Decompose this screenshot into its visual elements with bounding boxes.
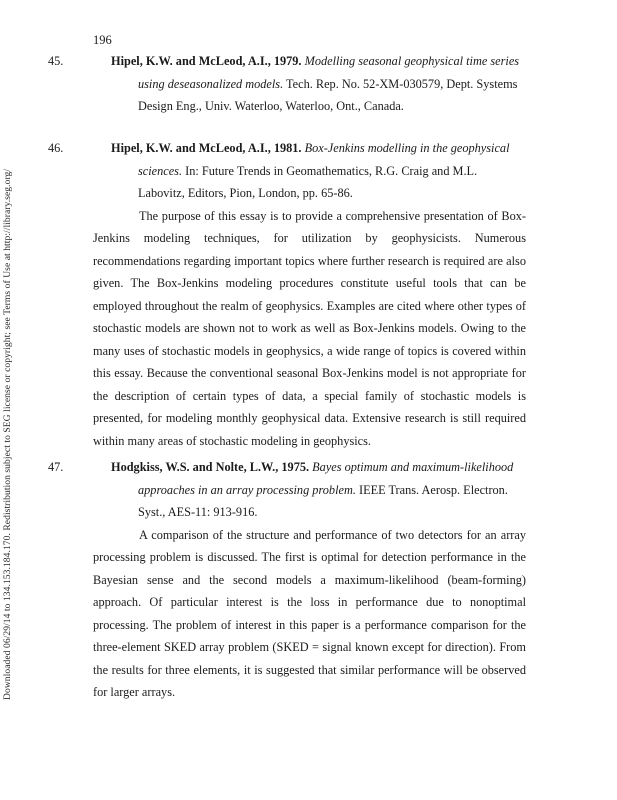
- download-notice: Downloaded 06/29/14 to 134.153.184.170. Redistribution subject to SEG license or copyright; see Terms of Use at http://library.seg.org/: [2, 168, 13, 700]
- reference-entry: [48, 456, 526, 704]
- citation: 47. Hodgkiss, W.S. and Nolte, L.W., 1975. Bayes optimum and maximum-likelihood approaches in an array processing problem. IEEE Trans. Aerosp. Electron. Syst., AES-11: 913-916.: [48, 460, 514, 519]
- entry-authors: Hipel, K.W. and McLeod, A.I., 1979.: [111, 54, 302, 68]
- entry-abstract: The purpose of this essay is to provide a comprehensive presentation of Box-Jenkins modeling techniques, for utilization by geophysicists. Numerous recommendations regarding important topics where further research is required are also given. The Box-Jenkins modeling procedures constitute useful tools that can be employed throughout the realm of geophysics. Examples are cited where other types of stochastic models are shown not to work as well as Box-Jenkins models. Owing to the many uses of stochastic models in geophysics, a wide range of topics is covered within this essay. Because the conventional seasonal Box-Jenkins model is not appropriate for the description of certain types of data, a special family of stochastic models is presented, for modeling monthly geophysical data. Extensive research is still required within many areas of stochastic modeling in geophysics.: [93, 208, 526, 448]
- reference-entry: [48, 137, 526, 452]
- entry-authors: Hodgkiss, W.S. and Nolte, L.W., 1975.: [111, 460, 310, 474]
- entry-abstract: A comparison of the structure and performance of two detectors for an array processing problem is discussed. The first is optimal for detection performance in the Bayesian sense and the second models a maximum-likelihood (beam-forming) approach. Of particular interest is the loss in performance due to nonoptimal processing. The problem of interest in this paper is a performance comparison for the three-element SKED array problem (SKED = signal known except for direction). From the results for three elements, it is suggested that similar performance will be observed for larger arrays.: [93, 527, 526, 699]
- entry-title: Bayes optimum and maximum-likelihood approaches in an array processing problem.: [138, 460, 514, 497]
- citation: 46. Hipel, K.W. and McLeod, A.I., 1981. Box-Jenkins modelling in the geophysical sciences. In: Future Trends in Geomathematics, R.G. Craig and M.L. Labovitz, Editors, Pion, London, pp. 65-86.: [48, 141, 510, 200]
- citation: 45. Hipel, K.W. and McLeod, A.I., 1979. Modelling seasonal geophysical time series using deseasonalized models. Tech. Rep. No. 52-XM-030579, Dept. Systems Design Eng., Univ. Waterloo, Waterloo, Ont., Canada.: [48, 54, 520, 113]
- entry-source: In: Future Trends in Geomathematics, R.G. Craig and M.L. Labovitz, Editors, Pion, London, pp. 65-86.: [138, 163, 478, 200]
- entry-title: Box-Jenkins modelling in the geophysical sciences.: [138, 141, 510, 178]
- page-number: 196: [93, 33, 112, 47]
- reference-entry: [48, 50, 526, 118]
- entry-source: Tech. Rep. No. 52-XM-030579, Dept. Systems Design Eng., Univ. Waterloo, Waterloo, Ont., Canada.: [138, 76, 518, 113]
- entry-source: IEEE Trans. Aerosp. Electron. Syst., AES-11: 913-916.: [138, 482, 508, 519]
- entry-title: Modelling seasonal geophysical time series using deseasonalized models.: [138, 54, 520, 91]
- entry-authors: Hipel, K.W. and McLeod, A.I., 1981.: [111, 141, 302, 155]
